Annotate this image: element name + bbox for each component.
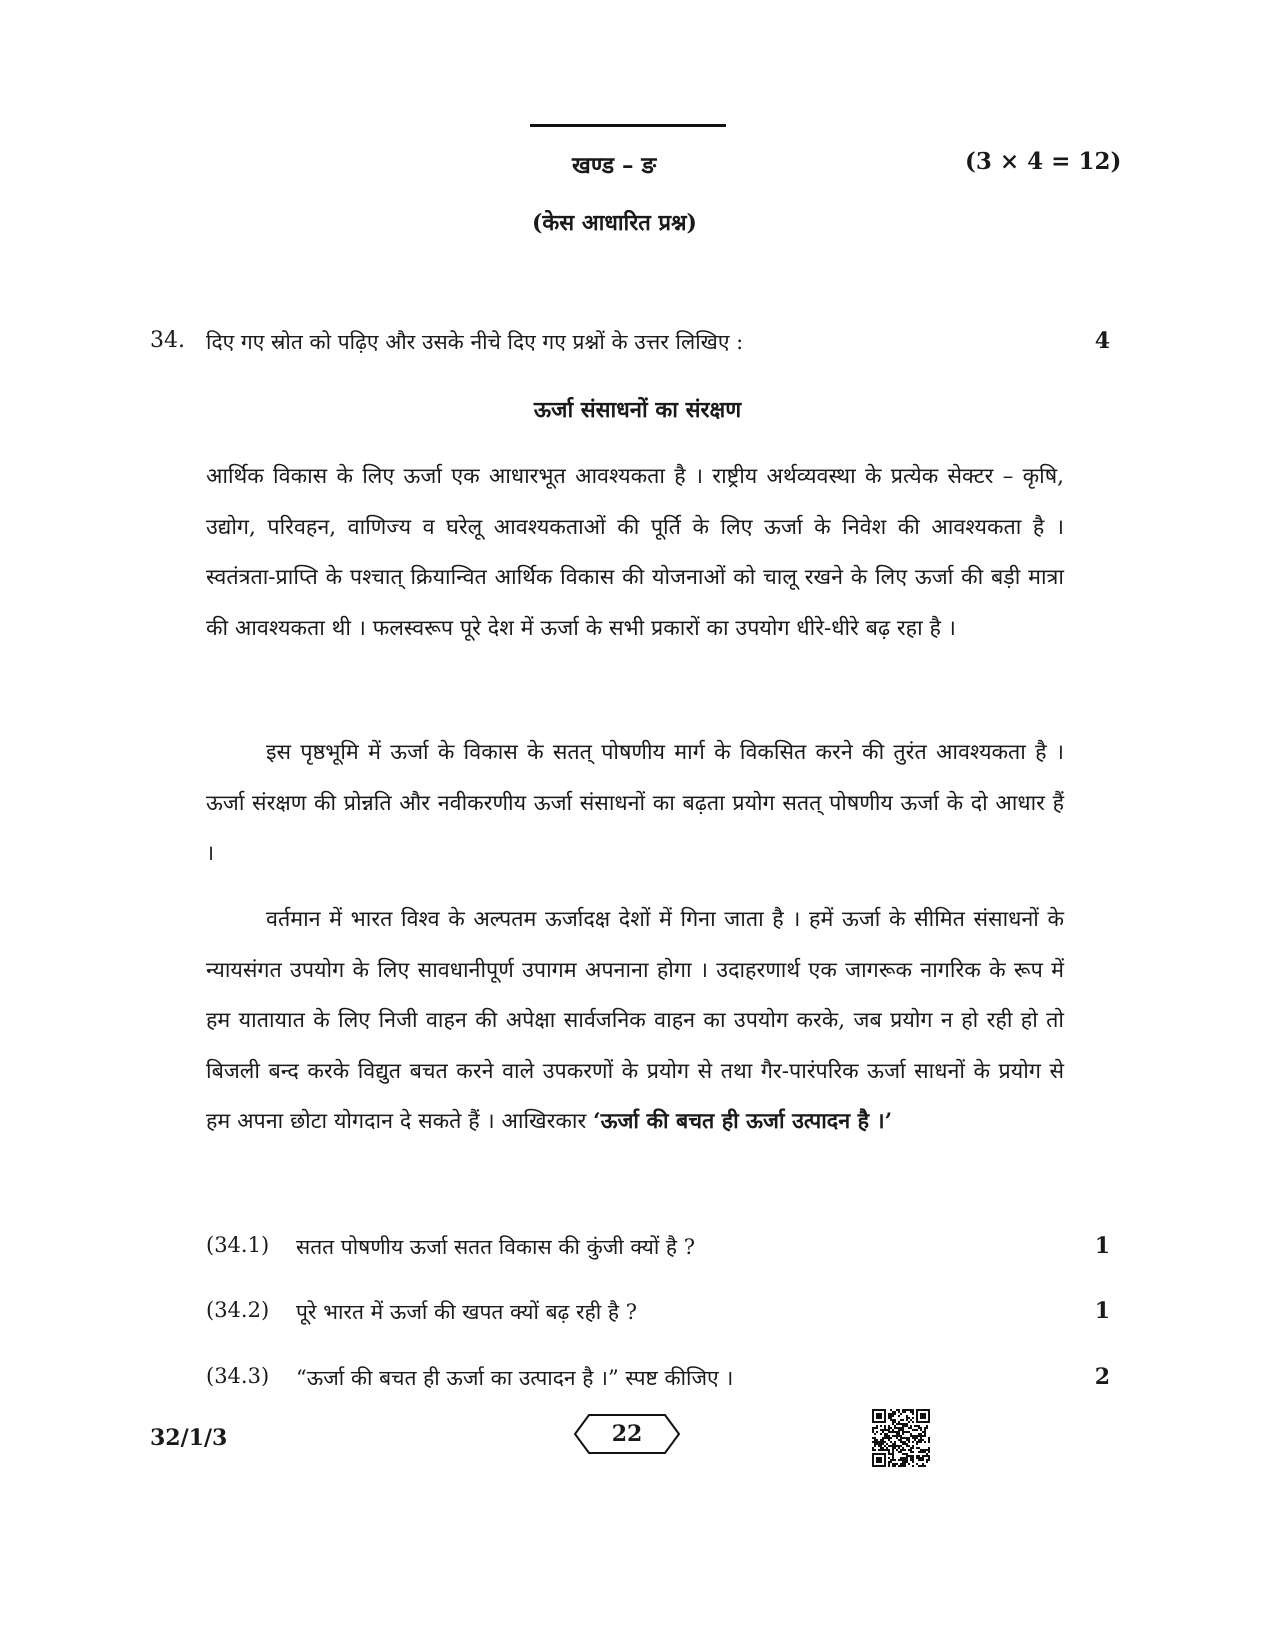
subquestion-number: (34.1) xyxy=(206,1233,270,1257)
passage-quote: ‘ऊर्जा की बचत ही ऊर्जा उत्पादन है ।’ xyxy=(593,1109,893,1134)
subquestion-text: सतत पोषणीय ऊर्जा सतत विकास की कुंजी क्यों है ? xyxy=(296,1235,696,1259)
passage-paragraph-3 xyxy=(206,895,1064,1148)
subquestion-text: “ऊर्जा की बचत ही ऊर्जा का उत्पादन है ।” स्पष्ट कीजिए । xyxy=(296,1366,734,1390)
question-marks: 4 xyxy=(1094,328,1110,354)
subquestion-marks: 1 xyxy=(1094,1233,1110,1259)
page-number-badge xyxy=(573,1413,681,1455)
passage-paragraph-3-text: वर्तमान में भारत विश्व के अल्पतम ऊर्जादक्ष देशों में गिना जाता है । हमें ऊर्जा के सीमित संसाधनों के न्यायसंगत उपयोग के लिए सावधानीपूर्ण उपागम अपनाना होगा । उदाहरणार्थ एक जागरूक नागरिक के रूप में हम यातायात के लिए निजी वाहन की अपेक्षा सार्वजनिक वाहन का उपयोग करके, जब प्रयोग न हो रही हो तो बिजली बन्द करके विद्युत बचत करने वाले उपकरणों के प्रयोग से तथा गैर-पारंपरिक ऊर्जा साधनों के प्रयोग से हम अपना छोटा योगदान दे सकते हैं । आखिरकार xyxy=(206,907,1064,1134)
subquestion-marks: 1 xyxy=(1094,1298,1110,1324)
subquestion-text: पूरे भारत में ऊर्जा की खपत क्यों बढ़ रही है ? xyxy=(296,1300,637,1324)
qr-code-icon xyxy=(872,1409,930,1467)
section-marks-scheme: (3 × 4 = 12) xyxy=(965,148,1122,175)
paper-code: 32/1/3 xyxy=(150,1425,228,1451)
page-number: 22 xyxy=(611,1421,643,1447)
question-instruction: दिए गए स्रोत को पढ़िए और उसके नीचे दिए गए प्रश्नों के उत्तर लिखिए : xyxy=(206,330,744,354)
subquestion-marks: 2 xyxy=(1094,1364,1110,1390)
question-number: 34. xyxy=(150,328,185,353)
passage-paragraph-2: इस पृष्ठभूमि में ऊर्जा के विकास के सतत् पोषणीय मार्ग के विकसित करने की तुरंत आवश्यकता है । ऊर्जा संरक्षण की प्रोन्नति और नवीकरणीय ऊर्जा संसाधनों का बढ़ता प्रयोग सतत् पोषणीय ऊर्जा के दो आधार हैं । xyxy=(206,740,1064,866)
passage-title: ऊर्जा संसाधनों का संरक्षण xyxy=(533,397,742,423)
section-top-rule xyxy=(530,124,726,127)
passage-paragraph-1: आर्थिक विकास के लिए ऊर्जा एक आधारभूत आवश्यकता है । राष्ट्रीय अर्थव्यवस्था के प्रत्येक सेक्टर – कृषि, उद्योग, परिवहन, वाणिज्य व घरेलू आवश्यकताओं की पूर्ति के लिए ऊर्जा के निवेश की आवश्यकता है । स्वतंत्रता-प्राप्ति के पश्चात् क्रियान्वित आर्थिक विकास की योजनाओं को चालू रखने के लिए ऊर्जा की बड़ी मात्रा की आवश्यकता थी । फलस्वरूप पूरे देश में ऊर्जा के सभी प्रकारों का उपयोग धीरे-धीरे बढ़ रहा है । xyxy=(206,464,1064,641)
section-title: खण्ड – ङ xyxy=(572,152,657,179)
subquestion-number: (34.2) xyxy=(206,1298,270,1322)
subquestion-number: (34.3) xyxy=(206,1364,270,1388)
section-subtitle: (केस आधारित प्रश्न) xyxy=(532,210,697,236)
